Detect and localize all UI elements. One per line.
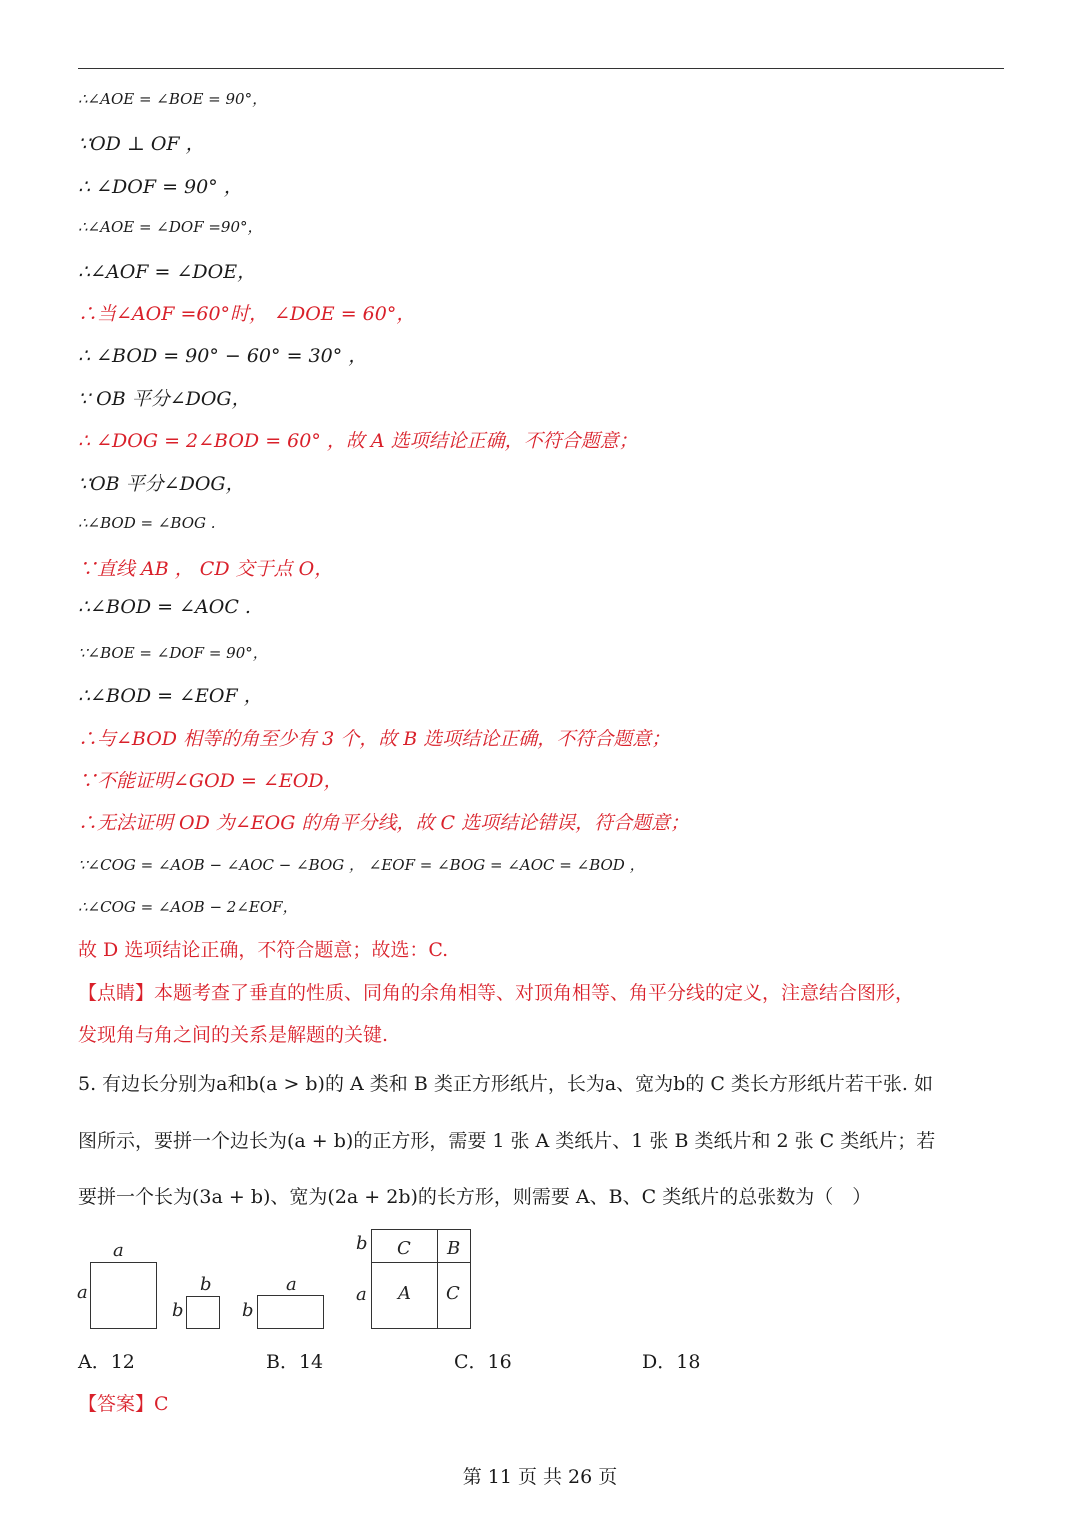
option-b: B．14 [266,1351,324,1373]
square-b-left-label: b [172,1300,184,1321]
solution-line-14: ∵∠BOE = ∠DOF = 90°， [78,644,268,662]
solution-line-10: ∵OB 平分∠DOG， [78,473,245,495]
solution-line-4: ∴∠AOE = ∠DOF =90°， [78,218,263,236]
square-b [186,1296,220,1329]
solution-line-1: ∴∠AOE = ∠BOE = 90°， [78,90,268,108]
cell-c-right: C [446,1283,460,1304]
comment-line-1: 【点睛】本题考查了垂直的性质、同角的余角相等、对顶角相等、角平分线的定义，注意结合图形， [78,982,915,1004]
square-a-top-label: a [113,1240,124,1261]
combined-horizontal-divider [371,1262,471,1263]
cell-a: A [398,1283,411,1304]
solution-line-11: ∴∠BOD = ∠BOG . [78,514,216,532]
cell-b: B [447,1238,461,1259]
solution-line-20: ∴∠COG = ∠AOB − 2∠EOF， [78,898,298,916]
solution-line-12: ∵直线 AB ， CD 交于点 O， [78,558,334,580]
solution-line-3: ∴ ∠DOF = 90° ， [78,176,243,198]
option-d: D．18 [642,1351,701,1373]
solution-line-5: ∴∠AOF = ∠DOE， [78,261,257,283]
square-a [90,1262,157,1329]
header-rule [78,68,1004,69]
solution-line-6: ∴当∠AOF =60°时， ∠DOE = 60°， [78,303,416,325]
square-a-left-label: a [77,1282,88,1303]
solution-line-16: ∴与∠BOD 相等的角至少有 3 个，故 B 选项结论正确，不符合题意； [78,728,671,750]
rect-c-left-label: b [242,1300,254,1321]
solution-line-19: ∵∠COG = ∠AOB − ∠AOC − ∠BOG ， ∠EOF = ∠BOG = ∠AOC = ∠BOD ， [78,856,645,874]
option-c: C．16 [454,1351,512,1373]
solution-line-18: ∴无法证明 OD 为∠EOG 的角平分线，故 C 选项结论错误，符合题意； [78,812,690,834]
rect-c-top-label: a [286,1274,297,1295]
solution-line-17: ∵不能证明∠GOD = ∠EOD， [78,770,343,792]
solution-conclusion: 故 D 选项结论正确，不符合题意；故选：C. [78,939,449,961]
answer: 【答案】C [78,1393,169,1415]
square-b-top-label: b [200,1274,212,1295]
question-line-3: 要拼一个长为(3a + b)、宽为(2a + 2b)的长方形，则需要 A、B、C 类纸片的总张数为（ ） [78,1186,872,1208]
option-a: A．12 [78,1351,135,1373]
solution-line-9: ∴ ∠DOG = 2∠BOD = 60° ，故 A 选项结论正确，不符合题意； [78,430,638,452]
cell-c-top: C [397,1238,411,1259]
combo-a-label: a [356,1284,367,1305]
comment-line-2: 发现角与角之间的关系是解题的关键. [78,1024,389,1046]
page-number-footer: 第 11 页 共 26 页 [462,1466,618,1488]
solution-line-2: ∵OD ⊥ OF ， [78,133,205,155]
solution-line-13: ∴∠BOD = ∠AOC . [78,596,251,618]
rect-c [257,1295,324,1329]
combined-vertical-divider [437,1229,438,1329]
question-line-2: 图所示，要拼一个边长为(a + b)的正方形，需要 1 张 A 类纸片、1 张 B 类纸片和 2 张 C 类纸片；若 [78,1130,936,1152]
question-line-1: 5. 有边长分别为a和b(a > b)的 A 类和 B 类正方形纸片，长为a、宽为b的 C 类长方形纸片若干张. 如 [78,1073,934,1095]
solution-line-7: ∴ ∠BOD = 90° − 60° = 30° ， [78,345,368,367]
solution-line-8: ∵ OB 平分∠DOG， [78,388,251,410]
solution-line-15: ∴∠BOD = ∠EOF ， [78,685,263,707]
combo-b-label: b [356,1233,368,1254]
